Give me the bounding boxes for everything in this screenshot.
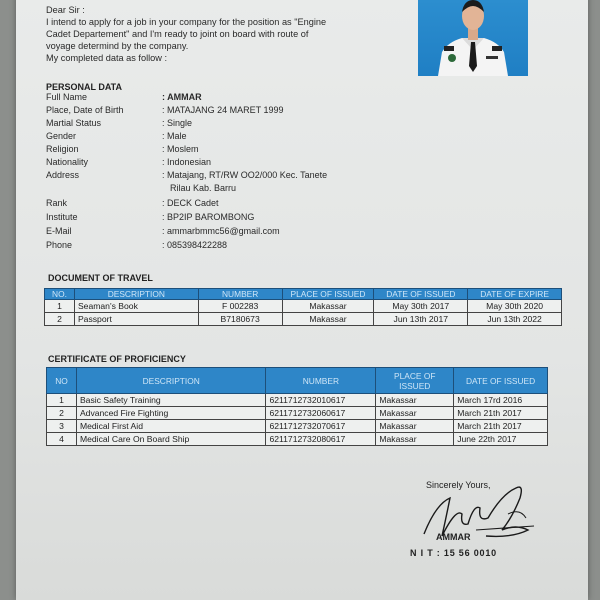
personal-data-title: PERSONAL DATA bbox=[46, 82, 123, 92]
cell: May 30th 2017 bbox=[374, 300, 468, 313]
table-row bbox=[47, 420, 548, 433]
cell: 3 bbox=[47, 420, 77, 433]
cell: Advanced Fire Fighting bbox=[76, 407, 266, 420]
cell: Basic Safety Training bbox=[76, 394, 266, 407]
cell: Medical Care On Board Ship bbox=[76, 433, 266, 446]
field-value: : Single bbox=[162, 118, 193, 128]
cell: Makassar bbox=[282, 300, 374, 313]
field-label: Martial Status bbox=[46, 118, 102, 128]
column-header: NO bbox=[47, 368, 77, 394]
field-value: Rilau Kab. Barru bbox=[170, 183, 237, 193]
cell: F 002283 bbox=[198, 300, 282, 313]
field-value: : MATAJANG 24 MARET 1999 bbox=[162, 105, 284, 115]
applicant-photo bbox=[418, 0, 528, 76]
column-header: PLACE OF ISSUED bbox=[282, 289, 374, 300]
column-header: DESCRIPTION bbox=[76, 368, 266, 394]
field-value: : Male bbox=[162, 131, 187, 141]
table-header-row bbox=[45, 289, 562, 300]
intro-line-4: My completed data as follow : bbox=[46, 53, 168, 63]
field-label: Place, Date of Birth bbox=[46, 105, 124, 115]
travel-table bbox=[44, 288, 562, 326]
table-row bbox=[45, 313, 562, 326]
intro-line-1: I intend to apply for a job in your company for the position as "Engine bbox=[46, 17, 327, 27]
field-value: : Indonesian bbox=[162, 157, 212, 167]
cell: March 21th 2017 bbox=[454, 407, 548, 420]
cell: 1 bbox=[47, 394, 77, 407]
cell: Jun 13th 2017 bbox=[374, 313, 468, 326]
cell: Makassar bbox=[376, 433, 454, 446]
cell: 6211712732070617 bbox=[266, 420, 376, 433]
column-header: PLACE OF ISSUED bbox=[376, 368, 454, 394]
field-label: Institute bbox=[46, 212, 78, 222]
proficiency-table bbox=[46, 367, 548, 446]
cell: 1 bbox=[45, 300, 75, 313]
field-label: Rank bbox=[46, 198, 68, 208]
letter-paper bbox=[16, 0, 588, 600]
column-header: NO. bbox=[45, 289, 75, 300]
signer-name: AMMAR bbox=[436, 532, 471, 542]
field-value: : BP2IP BAROMBONG bbox=[162, 212, 255, 222]
table-row bbox=[47, 394, 548, 407]
greeting: Dear Sir : bbox=[46, 5, 85, 15]
cell: 4 bbox=[47, 433, 77, 446]
column-header: NUMBER bbox=[266, 368, 376, 394]
cell: 2 bbox=[45, 313, 75, 326]
cell: Makassar bbox=[376, 394, 454, 407]
table-row bbox=[45, 300, 562, 313]
signer-nit: N I T : 15 56 0010 bbox=[410, 548, 497, 558]
field-label: Phone bbox=[46, 240, 73, 250]
field-value: : AMMAR bbox=[162, 92, 202, 102]
intro-line-3: voyage determind by the company. bbox=[46, 41, 189, 51]
cell: March 17rd 2016 bbox=[454, 394, 548, 407]
proficiency-title: CERTIFICATE OF PROFICIENCY bbox=[48, 354, 186, 364]
cell: June 22th 2017 bbox=[454, 433, 548, 446]
field-label: Religion bbox=[46, 144, 79, 154]
field-label: Address bbox=[46, 170, 80, 180]
field-label: E-Mail bbox=[46, 226, 72, 236]
cell: Seaman's Book bbox=[74, 300, 198, 313]
cell: B7180673 bbox=[198, 313, 282, 326]
field-value: : Moslem bbox=[162, 144, 199, 154]
cell: 2 bbox=[47, 407, 77, 420]
column-header: NUMBER bbox=[198, 289, 282, 300]
column-header: DESCRIPTION bbox=[74, 289, 198, 300]
field-value: : Matajang, RT/RW OO2/000 Kec. Tanete bbox=[162, 170, 328, 180]
cell: 6211712732010617 bbox=[266, 394, 376, 407]
cell: Makassar bbox=[376, 420, 454, 433]
cell: Makassar bbox=[282, 313, 374, 326]
applicant-photo-image bbox=[418, 0, 528, 76]
signature-block bbox=[410, 474, 556, 558]
column-header: DATE OF ISSUED bbox=[454, 368, 548, 394]
cell: March 21th 2017 bbox=[454, 420, 548, 433]
letter-intro bbox=[46, 4, 391, 64]
field-label: Nationality bbox=[46, 157, 89, 167]
column-header: DATE OF ISSUED bbox=[374, 289, 468, 300]
column-header: DATE OF EXPIRE bbox=[468, 289, 562, 300]
travel-title: DOCUMENT OF TRAVEL bbox=[48, 273, 153, 283]
cell: Jun 13th 2022 bbox=[468, 313, 562, 326]
cell: May 30th 2020 bbox=[468, 300, 562, 313]
field-label: Full Name bbox=[46, 92, 88, 102]
table-row bbox=[47, 407, 548, 420]
table-header-row bbox=[47, 368, 548, 394]
cell: Passport bbox=[74, 313, 198, 326]
field-label: Gender bbox=[46, 131, 77, 141]
field-value: : DECK Cadet bbox=[162, 198, 219, 208]
cell: 6211712732060617 bbox=[266, 407, 376, 420]
cell: Makassar bbox=[376, 407, 454, 420]
field-value: : 085398422288 bbox=[162, 240, 228, 250]
cell: Medical First Aid bbox=[76, 420, 266, 433]
table-row bbox=[47, 433, 548, 446]
intro-line-2: Cadet Departement" and I'm ready to joint on board with route of bbox=[46, 29, 309, 39]
cell: 6211712732080617 bbox=[266, 433, 376, 446]
closing-text: Sincerely Yours, bbox=[426, 480, 491, 490]
field-value: : ammarbmmc56@gmail.com bbox=[162, 226, 280, 236]
